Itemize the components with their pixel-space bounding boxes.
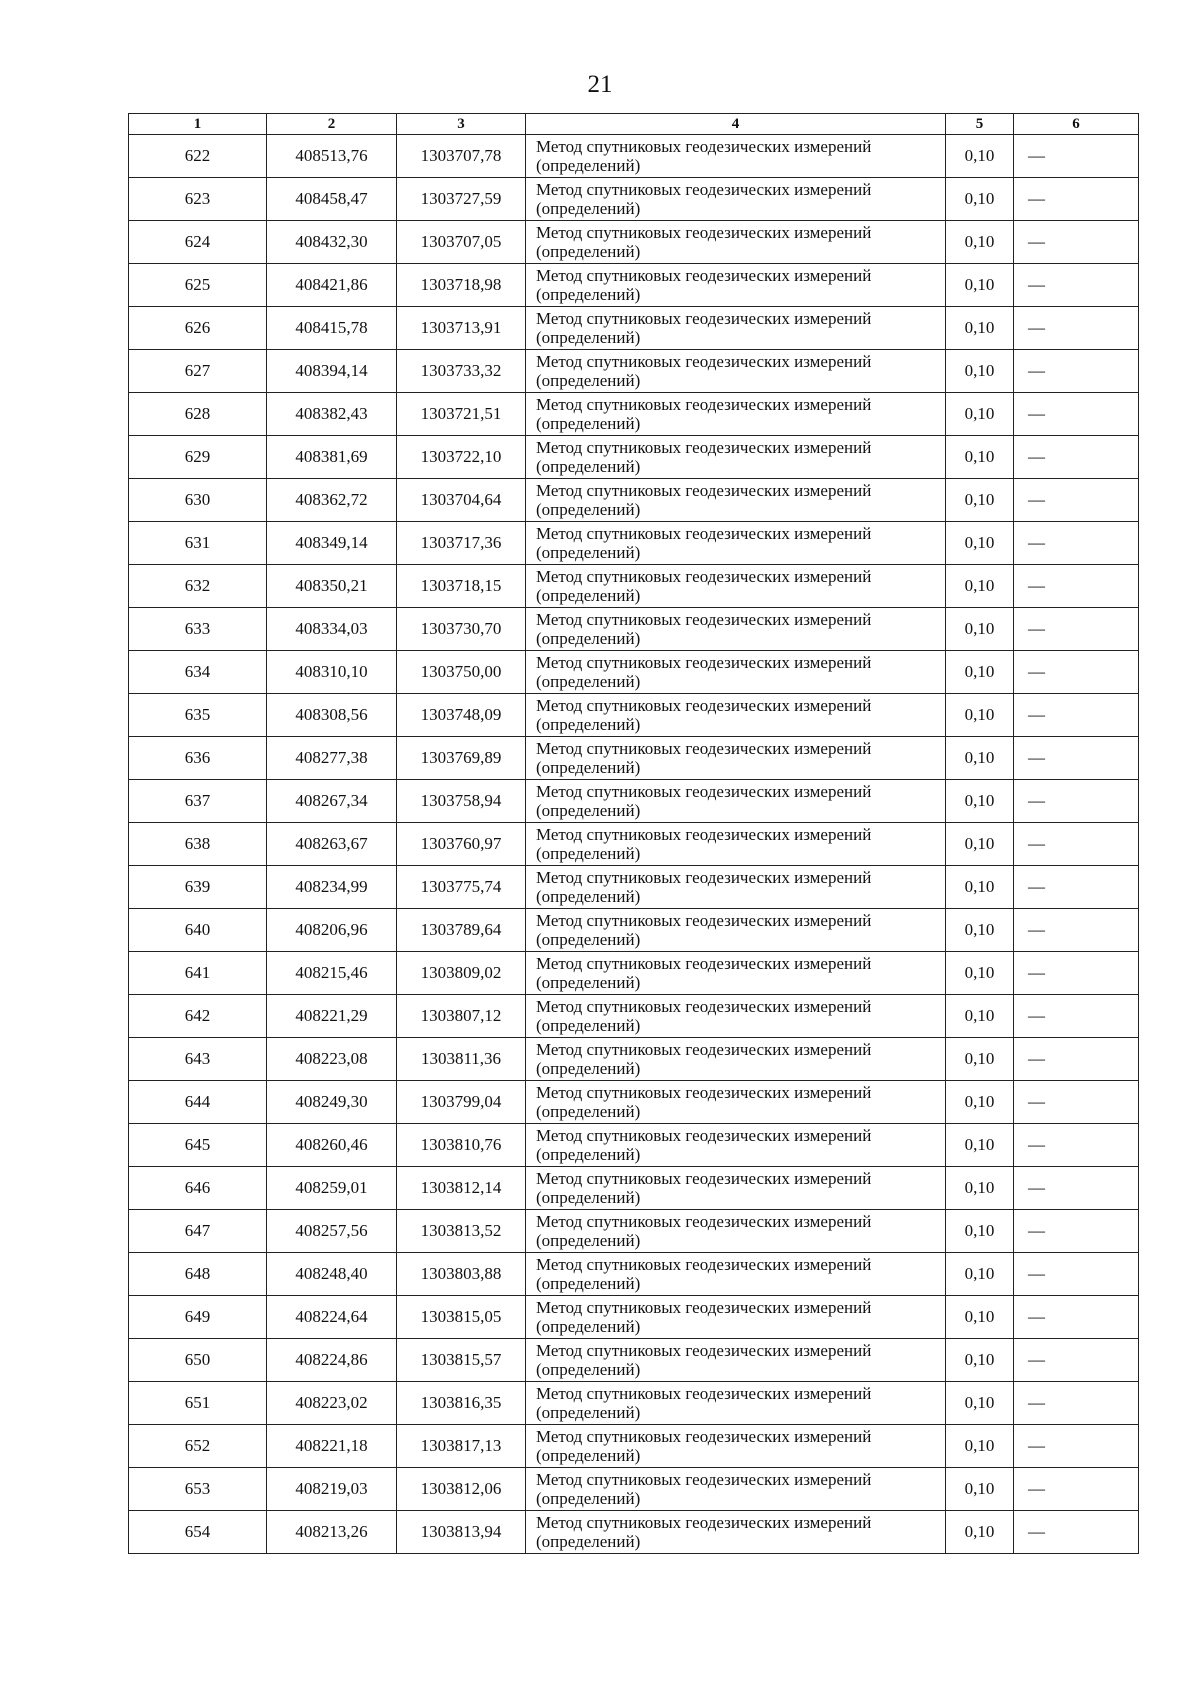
y-coordinate-cell: 1303809,02: [397, 952, 526, 995]
point-number-cell: 624: [129, 221, 267, 264]
point-number-cell: 627: [129, 350, 267, 393]
table-row: [129, 178, 1139, 221]
point-number-cell: 654: [129, 1511, 267, 1554]
note-cell: —: [1014, 350, 1139, 393]
method-cell: Метод спутниковых геодезических измерений (определений): [526, 221, 946, 264]
note-cell: —: [1014, 1382, 1139, 1425]
accuracy-cell: 0,10: [946, 1081, 1014, 1124]
y-coordinate-cell: 1303813,52: [397, 1210, 526, 1253]
accuracy-cell: 0,10: [946, 1468, 1014, 1511]
y-coordinate-cell: 1303718,15: [397, 565, 526, 608]
method-cell: Метод спутниковых геодезических измерений (определений): [526, 1081, 946, 1124]
x-coordinate-cell: 408219,03: [267, 1468, 397, 1511]
y-coordinate-cell: 1303721,51: [397, 393, 526, 436]
column-header: 6: [1014, 114, 1139, 135]
page-number: 21: [587, 71, 613, 98]
accuracy-cell: 0,10: [946, 565, 1014, 608]
y-coordinate-cell: 1303733,32: [397, 350, 526, 393]
method-cell: Метод спутниковых геодезических измерений (определений): [526, 694, 946, 737]
table-body: [129, 135, 1139, 1554]
x-coordinate-cell: 408310,10: [267, 651, 397, 694]
y-coordinate-cell: 1303758,94: [397, 780, 526, 823]
note-cell: —: [1014, 1167, 1139, 1210]
y-coordinate-cell: 1303713,91: [397, 307, 526, 350]
point-number-cell: 631: [129, 522, 267, 565]
table-row: [129, 221, 1139, 264]
point-number-cell: 626: [129, 307, 267, 350]
y-coordinate-cell: 1303815,57: [397, 1339, 526, 1382]
x-coordinate-cell: 408421,86: [267, 264, 397, 307]
table-row: [129, 479, 1139, 522]
table-row: [129, 1124, 1139, 1167]
table-row: [129, 737, 1139, 780]
method-cell: Метод спутниковых геодезических измерений (определений): [526, 350, 946, 393]
table-row: [129, 780, 1139, 823]
method-cell: Метод спутниковых геодезических измерений (определений): [526, 1382, 946, 1425]
column-header: 1: [129, 114, 267, 135]
point-number-cell: 639: [129, 866, 267, 909]
method-cell: Метод спутниковых геодезических измерений (определений): [526, 565, 946, 608]
x-coordinate-cell: 408334,03: [267, 608, 397, 651]
note-cell: —: [1014, 651, 1139, 694]
point-number-cell: 651: [129, 1382, 267, 1425]
method-cell: Метод спутниковых геодезических измерений (определений): [526, 307, 946, 350]
y-coordinate-cell: 1303730,70: [397, 608, 526, 651]
method-cell: Метод спутниковых геодезических измерений (определений): [526, 479, 946, 522]
method-cell: Метод спутниковых геодезических измерений (определений): [526, 264, 946, 307]
table-row: [129, 393, 1139, 436]
x-coordinate-cell: 408381,69: [267, 436, 397, 479]
y-coordinate-cell: 1303707,05: [397, 221, 526, 264]
x-coordinate-cell: 408277,38: [267, 737, 397, 780]
point-number-cell: 633: [129, 608, 267, 651]
table-row: [129, 1468, 1139, 1511]
note-cell: —: [1014, 866, 1139, 909]
x-coordinate-cell: 408213,26: [267, 1511, 397, 1554]
accuracy-cell: 0,10: [946, 178, 1014, 221]
note-cell: —: [1014, 393, 1139, 436]
accuracy-cell: 0,10: [946, 866, 1014, 909]
accuracy-cell: 0,10: [946, 522, 1014, 565]
y-coordinate-cell: 1303803,88: [397, 1253, 526, 1296]
accuracy-cell: 0,10: [946, 1511, 1014, 1554]
point-number-cell: 636: [129, 737, 267, 780]
y-coordinate-cell: 1303722,10: [397, 436, 526, 479]
y-coordinate-cell: 1303813,94: [397, 1511, 526, 1554]
point-number-cell: 652: [129, 1425, 267, 1468]
table-row: [129, 995, 1139, 1038]
method-cell: Метод спутниковых геодезических измерений (определений): [526, 780, 946, 823]
coordinates-table: [128, 113, 1139, 1554]
point-number-cell: 649: [129, 1296, 267, 1339]
note-cell: —: [1014, 1038, 1139, 1081]
table-row: [129, 866, 1139, 909]
point-number-cell: 648: [129, 1253, 267, 1296]
method-cell: Метод спутниковых геодезических измерений (определений): [526, 135, 946, 178]
method-cell: Метод спутниковых геодезических измерений (определений): [526, 909, 946, 952]
y-coordinate-cell: 1303812,06: [397, 1468, 526, 1511]
x-coordinate-cell: 408350,21: [267, 565, 397, 608]
x-coordinate-cell: 408263,67: [267, 823, 397, 866]
point-number-cell: 637: [129, 780, 267, 823]
point-number-cell: 638: [129, 823, 267, 866]
accuracy-cell: 0,10: [946, 1124, 1014, 1167]
method-cell: Метод спутниковых геодезических измерений (определений): [526, 1038, 946, 1081]
table-row: [129, 608, 1139, 651]
table-row: [129, 1382, 1139, 1425]
accuracy-cell: 0,10: [946, 350, 1014, 393]
note-cell: —: [1014, 1253, 1139, 1296]
note-cell: —: [1014, 1124, 1139, 1167]
note-cell: —: [1014, 737, 1139, 780]
point-number-cell: 640: [129, 909, 267, 952]
y-coordinate-cell: 1303704,64: [397, 479, 526, 522]
method-cell: Метод спутниковых геодезических измерений (определений): [526, 1167, 946, 1210]
note-cell: —: [1014, 780, 1139, 823]
note-cell: —: [1014, 995, 1139, 1038]
table-row: [129, 823, 1139, 866]
table-row: [129, 565, 1139, 608]
accuracy-cell: 0,10: [946, 1210, 1014, 1253]
table-row: [129, 1511, 1139, 1554]
table-row: [129, 1253, 1139, 1296]
y-coordinate-cell: 1303727,59: [397, 178, 526, 221]
method-cell: Метод спутниковых геодезических измерений (определений): [526, 608, 946, 651]
x-coordinate-cell: 408206,96: [267, 909, 397, 952]
x-coordinate-cell: 408382,43: [267, 393, 397, 436]
point-number-cell: 628: [129, 393, 267, 436]
x-coordinate-cell: 408308,56: [267, 694, 397, 737]
point-number-cell: 644: [129, 1081, 267, 1124]
accuracy-cell: 0,10: [946, 651, 1014, 694]
point-number-cell: 625: [129, 264, 267, 307]
x-coordinate-cell: 408415,78: [267, 307, 397, 350]
point-number-cell: 645: [129, 1124, 267, 1167]
note-cell: —: [1014, 823, 1139, 866]
note-cell: —: [1014, 436, 1139, 479]
x-coordinate-cell: 408267,34: [267, 780, 397, 823]
y-coordinate-cell: 1303807,12: [397, 995, 526, 1038]
y-coordinate-cell: 1303817,13: [397, 1425, 526, 1468]
method-cell: Метод спутниковых геодезических измерений (определений): [526, 178, 946, 221]
x-coordinate-cell: 408224,64: [267, 1296, 397, 1339]
x-coordinate-cell: 408349,14: [267, 522, 397, 565]
note-cell: —: [1014, 1296, 1139, 1339]
y-coordinate-cell: 1303775,74: [397, 866, 526, 909]
method-cell: Метод спутниковых геодезических измерений (определений): [526, 1253, 946, 1296]
x-coordinate-cell: 408260,46: [267, 1124, 397, 1167]
accuracy-cell: 0,10: [946, 135, 1014, 178]
x-coordinate-cell: 408224,86: [267, 1339, 397, 1382]
column-header: 3: [397, 114, 526, 135]
table-row: [129, 952, 1139, 995]
y-coordinate-cell: 1303789,64: [397, 909, 526, 952]
x-coordinate-cell: 408221,29: [267, 995, 397, 1038]
table-row: [129, 651, 1139, 694]
accuracy-cell: 0,10: [946, 436, 1014, 479]
note-cell: —: [1014, 221, 1139, 264]
note-cell: —: [1014, 479, 1139, 522]
note-cell: —: [1014, 1339, 1139, 1382]
point-number-cell: 634: [129, 651, 267, 694]
method-cell: Метод спутниковых геодезических измерений (определений): [526, 866, 946, 909]
point-number-cell: 641: [129, 952, 267, 995]
table-row: [129, 350, 1139, 393]
accuracy-cell: 0,10: [946, 737, 1014, 780]
note-cell: —: [1014, 565, 1139, 608]
y-coordinate-cell: 1303815,05: [397, 1296, 526, 1339]
point-number-cell: 630: [129, 479, 267, 522]
table-row: [129, 436, 1139, 479]
table-row: [129, 307, 1139, 350]
table-row: [129, 135, 1139, 178]
y-coordinate-cell: 1303717,36: [397, 522, 526, 565]
note-cell: —: [1014, 952, 1139, 995]
note-cell: —: [1014, 307, 1139, 350]
method-cell: Метод спутниковых геодезических измерений (определений): [526, 522, 946, 565]
table-header-row: [129, 114, 1139, 135]
accuracy-cell: 0,10: [946, 479, 1014, 522]
accuracy-cell: 0,10: [946, 1339, 1014, 1382]
accuracy-cell: 0,10: [946, 608, 1014, 651]
table-row: [129, 1210, 1139, 1253]
y-coordinate-cell: 1303810,76: [397, 1124, 526, 1167]
x-coordinate-cell: 408432,30: [267, 221, 397, 264]
table-row: [129, 1425, 1139, 1468]
note-cell: —: [1014, 264, 1139, 307]
accuracy-cell: 0,10: [946, 1382, 1014, 1425]
column-header: 2: [267, 114, 397, 135]
y-coordinate-cell: 1303769,89: [397, 737, 526, 780]
y-coordinate-cell: 1303812,14: [397, 1167, 526, 1210]
point-number-cell: 647: [129, 1210, 267, 1253]
point-number-cell: 629: [129, 436, 267, 479]
accuracy-cell: 0,10: [946, 995, 1014, 1038]
column-header: 4: [526, 114, 946, 135]
y-coordinate-cell: 1303707,78: [397, 135, 526, 178]
accuracy-cell: 0,10: [946, 823, 1014, 866]
y-coordinate-cell: 1303760,97: [397, 823, 526, 866]
method-cell: Метод спутниковых геодезических измерений (определений): [526, 1210, 946, 1253]
y-coordinate-cell: 1303748,09: [397, 694, 526, 737]
note-cell: —: [1014, 135, 1139, 178]
x-coordinate-cell: 408223,08: [267, 1038, 397, 1081]
y-coordinate-cell: 1303718,98: [397, 264, 526, 307]
x-coordinate-cell: 408394,14: [267, 350, 397, 393]
point-number-cell: 632: [129, 565, 267, 608]
accuracy-cell: 0,10: [946, 780, 1014, 823]
point-number-cell: 635: [129, 694, 267, 737]
table-row: [129, 264, 1139, 307]
method-cell: Метод спутниковых геодезических измерений (определений): [526, 995, 946, 1038]
note-cell: —: [1014, 178, 1139, 221]
y-coordinate-cell: 1303816,35: [397, 1382, 526, 1425]
table-row: [129, 1296, 1139, 1339]
accuracy-cell: 0,10: [946, 1167, 1014, 1210]
method-cell: Метод спутниковых геодезических измерений (определений): [526, 823, 946, 866]
method-cell: Метод спутниковых геодезических измерений (определений): [526, 1124, 946, 1167]
table-row: [129, 1339, 1139, 1382]
column-header: 5: [946, 114, 1014, 135]
accuracy-cell: 0,10: [946, 1296, 1014, 1339]
accuracy-cell: 0,10: [946, 307, 1014, 350]
x-coordinate-cell: 408513,76: [267, 135, 397, 178]
x-coordinate-cell: 408362,72: [267, 479, 397, 522]
accuracy-cell: 0,10: [946, 909, 1014, 952]
point-number-cell: 653: [129, 1468, 267, 1511]
method-cell: Метод спутниковых геодезических измерений (определений): [526, 1468, 946, 1511]
x-coordinate-cell: 408249,30: [267, 1081, 397, 1124]
note-cell: —: [1014, 1511, 1139, 1554]
table-row: [129, 694, 1139, 737]
method-cell: Метод спутниковых геодезических измерений (определений): [526, 737, 946, 780]
note-cell: —: [1014, 694, 1139, 737]
accuracy-cell: 0,10: [946, 952, 1014, 995]
note-cell: —: [1014, 1468, 1139, 1511]
point-number-cell: 650: [129, 1339, 267, 1382]
accuracy-cell: 0,10: [946, 1038, 1014, 1081]
table-row: [129, 1167, 1139, 1210]
table-row: [129, 522, 1139, 565]
x-coordinate-cell: 408259,01: [267, 1167, 397, 1210]
y-coordinate-cell: 1303750,00: [397, 651, 526, 694]
method-cell: Метод спутниковых геодезических измерений (определений): [526, 436, 946, 479]
method-cell: Метод спутниковых геодезических измерений (определений): [526, 651, 946, 694]
point-number-cell: 646: [129, 1167, 267, 1210]
point-number-cell: 643: [129, 1038, 267, 1081]
accuracy-cell: 0,10: [946, 694, 1014, 737]
method-cell: Метод спутниковых геодезических измерений (определений): [526, 1511, 946, 1554]
x-coordinate-cell: 408234,99: [267, 866, 397, 909]
method-cell: Метод спутниковых геодезических измерений (определений): [526, 952, 946, 995]
accuracy-cell: 0,10: [946, 221, 1014, 264]
point-number-cell: 622: [129, 135, 267, 178]
note-cell: —: [1014, 1210, 1139, 1253]
table-row: [129, 1081, 1139, 1124]
table-row: [129, 909, 1139, 952]
method-cell: Метод спутниковых геодезических измерений (определений): [526, 1425, 946, 1468]
y-coordinate-cell: 1303811,36: [397, 1038, 526, 1081]
method-cell: Метод спутниковых геодезических измерений (определений): [526, 393, 946, 436]
x-coordinate-cell: 408257,56: [267, 1210, 397, 1253]
point-number-cell: 623: [129, 178, 267, 221]
note-cell: —: [1014, 1081, 1139, 1124]
x-coordinate-cell: 408221,18: [267, 1425, 397, 1468]
table-row: [129, 1038, 1139, 1081]
accuracy-cell: 0,10: [946, 1425, 1014, 1468]
x-coordinate-cell: 408248,40: [267, 1253, 397, 1296]
accuracy-cell: 0,10: [946, 1253, 1014, 1296]
y-coordinate-cell: 1303799,04: [397, 1081, 526, 1124]
note-cell: —: [1014, 522, 1139, 565]
accuracy-cell: 0,10: [946, 393, 1014, 436]
method-cell: Метод спутниковых геодезических измерений (определений): [526, 1339, 946, 1382]
point-number-cell: 642: [129, 995, 267, 1038]
x-coordinate-cell: 408215,46: [267, 952, 397, 995]
note-cell: —: [1014, 1425, 1139, 1468]
x-coordinate-cell: 408223,02: [267, 1382, 397, 1425]
note-cell: —: [1014, 608, 1139, 651]
accuracy-cell: 0,10: [946, 264, 1014, 307]
note-cell: —: [1014, 909, 1139, 952]
x-coordinate-cell: 408458,47: [267, 178, 397, 221]
method-cell: Метод спутниковых геодезических измерений (определений): [526, 1296, 946, 1339]
